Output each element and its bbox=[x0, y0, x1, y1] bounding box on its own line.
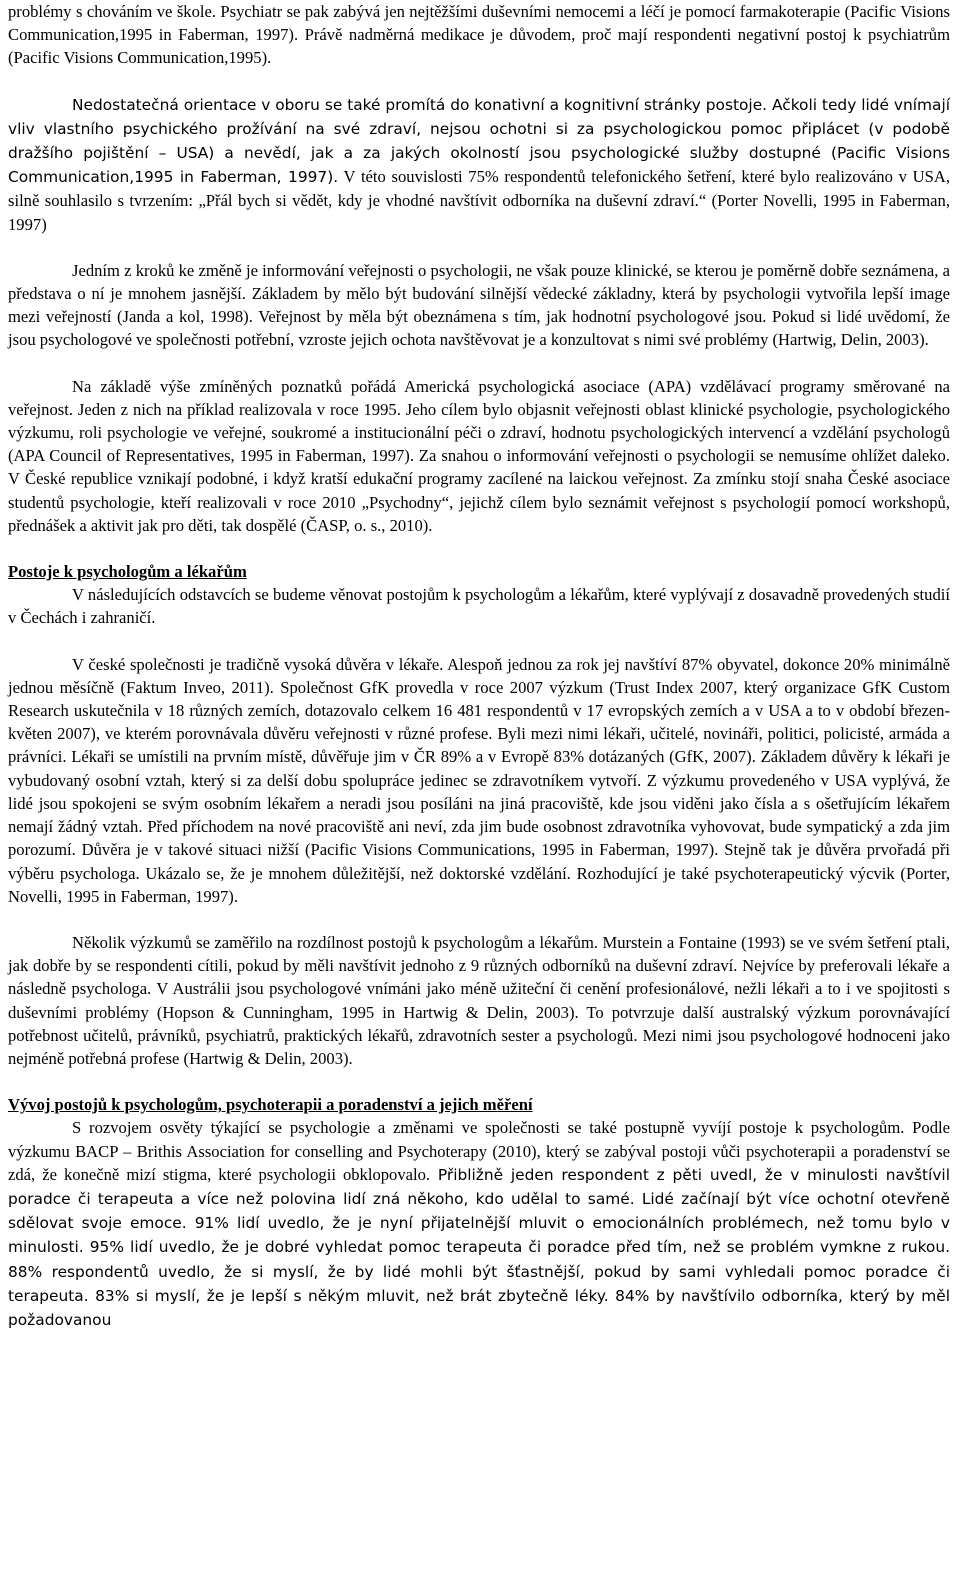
paragraph-bacp-sans: Přibližně jeden respondent z pěti uvedl, že v minulosti navštívil poradce či terapeuta a více než polovina lidí zná někoho, kdo udělal to samé. Lidé začínají být více ochotní otevřeně sdělovat svoje emoce. 91% lidí uvedlo, že je nyní přijatelnější mluvit o emocionálních problémech, než tomu bylo v minulosti. 95% lidí uvedlo, že je dobré vyhledat pomoc terapeuta či poradce před tím, než se problém vymkne z rukou. 88% respondentů uvedlo, že si myslí, že by lidé mohli být šťastnější, pokud by sami vyhledali pomoc poradce či terapeuta. 83% si myslí, že je lepší s někým mluvit, než brát zbytečně léky. 84% by navštívilo odborníka, který by měl požadovanou bbox=[8, 1165, 950, 1329]
spacer bbox=[8, 352, 950, 375]
paragraph-following-sections: V následujících odstavcích se budeme věnovat postojům k psychologům a lékařům, které vyplývají z dosavadně provedených studií v Čechách i zahraničí. bbox=[8, 585, 950, 628]
spacer bbox=[8, 908, 950, 931]
paragraph-bacp-research bbox=[8, 1116, 950, 1332]
spacer bbox=[8, 630, 950, 653]
spacer bbox=[8, 236, 950, 259]
document-page bbox=[8, 0, 950, 1332]
section-heading-attitudes: Postoje k psychologům a lékařům bbox=[8, 562, 247, 582]
section-heading-development: Vývoj postojů k psychologům, psychoterapii a poradenství a jejich měření bbox=[8, 1095, 533, 1115]
paragraph-apa-programs: Na základě výše zmíněných poznatků pořádá Americká psychologická asociace (APA) vzdělávací programy směrované na veřejnost. Jeden z nich na příklad realizovala v roce 1995. Jeho cílem bylo objasnit veřejnosti oblast klinické psychologie, psychologického výzkumu, roli psychologie ve veřejné, soukromé a institucionální péči o zdraví, hodnotu psychologických intervencí a vzdělání psychologů (APA Council of Representatives, 1995 in Faberman, 1997). Za snahou o informování veřejnosti o psychologii se nemusíme ohlížet daleko. V České republice vznikají podobné, i když kratší edukační programy zacílené na laickou veřejnost. Za zmínku stojí snaha České asociace studentů psychologie, kteří realizovali v roce 2010 „Psychodny“, jejichž cílem bylo seznámit veřejnost s psychologií pomocí workshopů, přednášek a aktivit jak pro děti, tak dospělé (ČASP, o. s., 2010). bbox=[8, 376, 950, 535]
paragraph-orientation bbox=[8, 93, 950, 236]
paragraph-intro: problémy s chováním ve škole. Psychiatr se pak zabývá jen nejtěžšími duševními nemocemi a léčí je pomocí farmakoterapie (Pacific Visions Communication,1995 in Faberman, 1997). Právě nadměrná medikace je důvodem, proč mají respondenti negativní postoj k psychiatrům (Pacific Visions Communication,1995). bbox=[8, 2, 950, 68]
paragraph-trust-in-doctors: V české společnosti je tradičně vysoká důvěra v lékaře. Alespoň jednou za rok jej navštíví 87% obyvatel, dokonce 20% minimálně jednou měsíčně (Faktum Inveo, 2011). Společnost GfK provedla v roce 2007 výzkum (Trust Index 2007, který organizace GfK Custom Research uskutečnila v 18 různých zemích, dotazovalo celkem 16 481 respondentů v 17 evropských zemích a v USA a to v období březen-květen 2007), ve kterém porovnávala důvěru veřejnosti v různé profese. Byli mezi nimi lékaři, učitelé, novináři, politici, policisté, armáda a právníci. Lékaři se umístili na prvním místě, důvěřuje jim v ČR 89% a v Evropě 83% dotázaných (GfK, 2007). Základem důvěry k lékaři je vybudovaný osobní vztah, který si za delší dobu spolupráce jedinec se zdravotníkem vytvoří. Z výzkumu provedeného v USA vyplývá, že lidé jsou spokojeni se svým osobním lékařem a neradi jsou posíláni na jiná pracoviště, kde jsou viděni jako čísla a s ošetřujícím lékařem nemají žádný vztah. Před příchodem na nové pracoviště ani neví, zda jim bude osobnost zdravotníka vyhovovat, bude sympatický a zda jim porozumí. Důvěra je v takové situaci nižší (Pacific Visions Communications, 1995 in Faberman, 1997). Stejně tak je důvěra prvořadá při výběru psychologa. Ukázalo se, že je mnohem důležitější, než doktorské vzdělání. Rozhodující je také psychoterapeutický výcvik (Porter, Novelli, 1995 in Faberman, 1997). bbox=[8, 654, 950, 906]
spacer bbox=[8, 70, 950, 93]
paragraph-orientation-sans: Nedostatečná orientace v oboru se také promítá do konativní a kognitivní stránky postoje. Ačkoli tedy lidé vnímají vliv vlastního psychického prožívání na své zdraví, nejsou ochotni si za psychologickou pomoc připlácet (v podobě dražšího pojištění – USA) a nevědí, jak a za jakých okolností jsou psychologické služby dostupné (Pacific Visions Communication,1995 in Faberman, 1997). bbox=[8, 95, 950, 187]
paragraph-research-differences: Několik výzkumů se zaměřilo na rozdílnost postojů k psychologům a lékařům. Murstein a Fontaine (1993) se ve svém šetření ptali, jak dobře by se respondenti cítili, pokud by měli navštívit jednoho z 9 různých odborníků na duševní zdraví. Nejvíce by preferovali lékaře a následně psychologa. V Austrálii jsou psychologové vnímáni jako méně užiteční či cenění profesionálové, nežli lékaři a to i ve spojitosti s duševními problémy (Hopson & Cunningham, 1995 in Hartwig & Delin, 2003). To potvrzuje další australský výzkum porovnávající potřebnost učitelů, právníků, psychiatrů, praktických lékařů, zdravotních sester a psychologů. Mezi nimi jsou psychologové hodnoceni jako nejméně potřebná profese (Hartwig & Delin, 2003). bbox=[8, 932, 950, 1068]
spacer bbox=[8, 537, 950, 560]
paragraph-bacp-serif: S rozvojem osvěty týkající se psychologie a změnami ve společnosti se také postupně vyvíjí postoje k psychologům. Podle výzkumu BACP – Brithis Association for conselling and Psychoterapy (2010), který se zabýval postoji vůči psychoterapii a poradenství se zdá, že konečně mizí stigma, které psychologii obklopovalo. bbox=[8, 1118, 950, 1184]
spacer bbox=[8, 1070, 950, 1093]
paragraph-orientation-serif: V této souvislosti 75% respondentů telefonického šetření, které bylo realizováno v USA, silně souhlasilo s tvrzením: „Přál bych si vědět, kdy je vhodné navštívit odborníka na duševní zdraví.“ (Porter Novelli, 1995 in Faberman, 1997) bbox=[8, 167, 950, 234]
paragraph-informing-public: Jedním z kroků ke změně je informování veřejnosti o psychologii, ne však pouze klinické, se kterou je poměrně dobře seznámena, a představa o ní je mnohem jasnější. Základem by mělo být budování silnější vědecké základny, která by psychologii vytvořila lepší image mezi veřejností (Janda a kol, 1998). Veřejnost by měla být obeznámena s tím, jak hodnotní psychologové jsou. Pokud si lidé uvědomí, že jsou psychologové ve společnosti potřební, vzroste jejich ochota navštěvovat je a konzultovat s nimi své problémy (Hartwig, Delin, 2003). bbox=[8, 260, 950, 350]
